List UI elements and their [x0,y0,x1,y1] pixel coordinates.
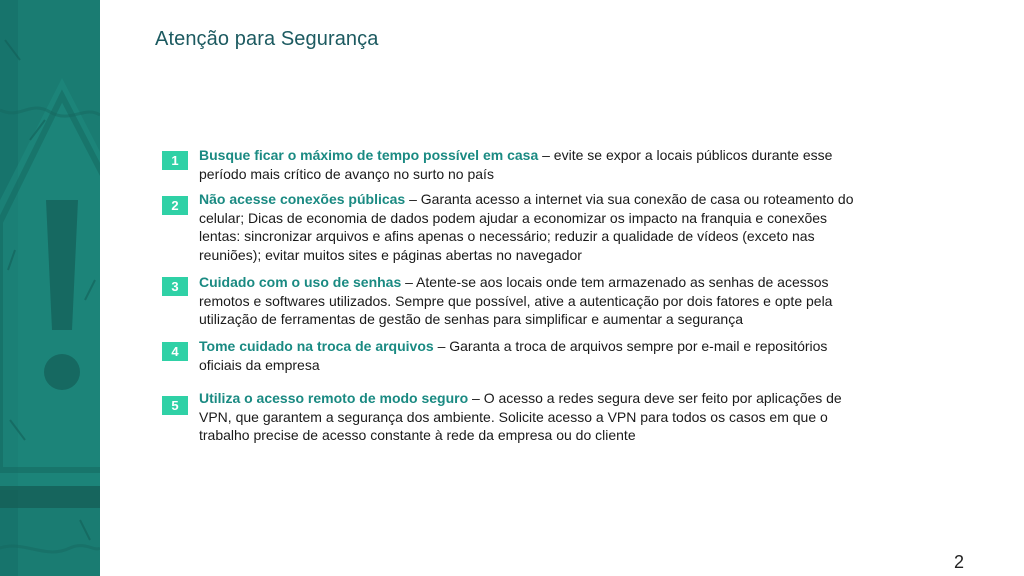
item-text [199,273,859,329]
item-text [199,389,859,445]
list-item [162,146,862,184]
item-body: – Atente-se aos locais onde tem armazenado as senhas de acessos remotos e softwares utilizados. Sempre que possível, ative a autenticação por dois fatores e opte pela utilização de ferramentas de gestão de senhas para simplificar e aumentar a segurança [199,274,833,328]
list-item [162,389,862,446]
list-item [162,337,862,375]
item-number-badge: 1 [162,151,188,170]
item-body: – Garanta acesso a internet via sua conexão de casa ou roteamento do celular; Dicas de economia de dados podem ajudar a economizar os impacto na franquia e conexões lentas: sincronizar arquivos e afins apenas o necessário; reduzir a qualidade de vídeos (exceto nas reuniões); evitar muitos sites e páginas abertas no navegador [199,191,854,263]
warning-triangle-icon [0,0,100,576]
item-number-badge: 5 [162,396,188,415]
item-body: – Garanta a troca de arquivos sempre por e-mail e repositórios oficiais da empresa [199,338,828,373]
item-heading: Tome cuidado na troca de arquivos [199,338,434,354]
item-text [199,190,859,264]
decorative-side-panel [0,0,100,576]
item-number-badge: 4 [162,342,188,361]
item-body: – evite se expor a locais públicos durante esse período mais crítico de avanço no surto no país [199,147,833,182]
item-number-badge: 2 [162,196,188,215]
item-heading: Busque ficar o máximo de tempo possível em casa [199,147,539,163]
list-item [162,273,862,330]
item-heading: Utiliza o acesso remoto de modo seguro [199,390,469,406]
list-item [162,190,862,266]
item-heading: Não acesse conexões públicas [199,191,406,207]
item-heading: Cuidado com o uso de senhas [199,274,402,290]
item-text [199,337,859,374]
item-number-badge: 3 [162,277,188,296]
slide-title: Atenção para Segurança [155,28,379,50]
item-text [199,146,859,183]
item-body: – O acesso a redes segura deve ser feito por aplicações de VPN, que garantem a segurança dos ambiente. Solicite acesso a VPN para todos os casos em que o trabalho precise de acesso constante à rede da empresa ou do cliente [199,390,842,444]
page-number: 2 [954,552,965,572]
